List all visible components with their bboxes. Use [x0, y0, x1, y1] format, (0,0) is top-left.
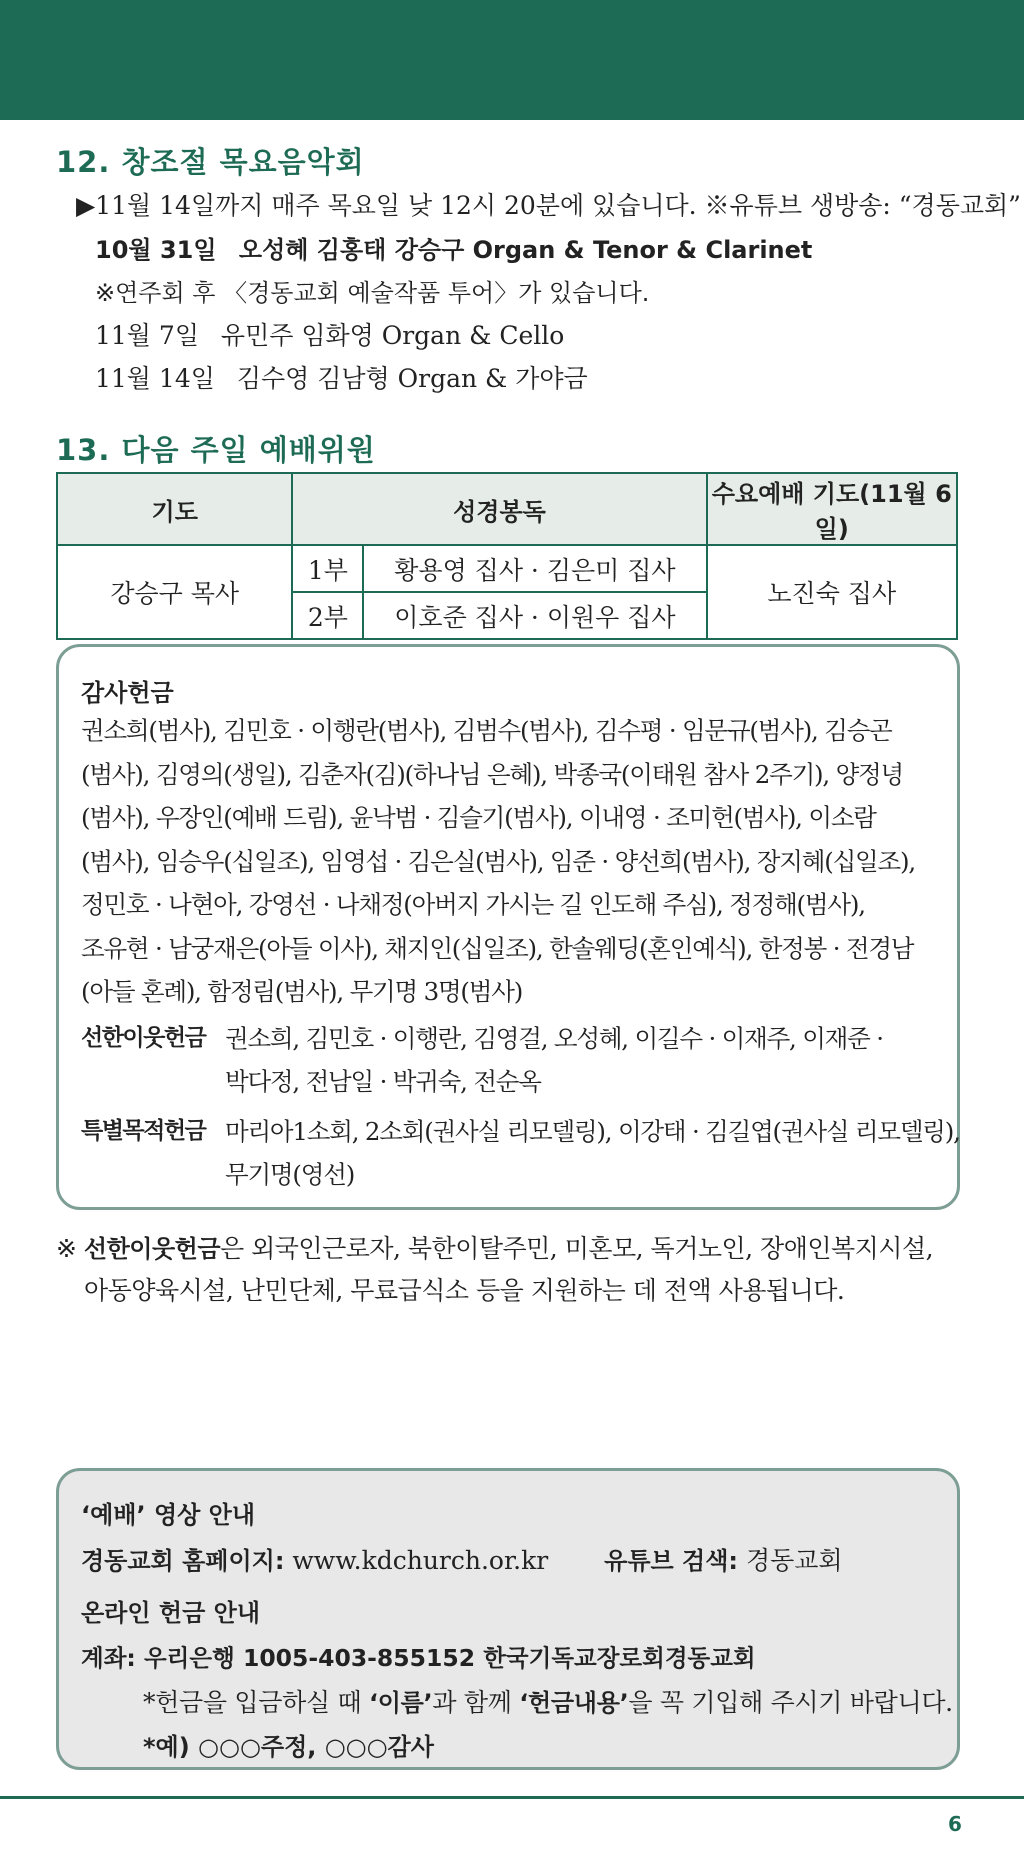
offering-line: (아들 혼례), 함정림(범사), 무기명 3명(범사): [81, 977, 523, 1006]
offering-instruction: [143, 1683, 953, 1719]
info-box: [56, 1468, 960, 1770]
instruction-text: 과 함께: [432, 1688, 520, 1717]
page-number: 6: [948, 1812, 962, 1836]
note-line-2: 아동양육시설, 난민단체, 무료급식소 등을 지원하는 데 전액 사용됩니다.: [84, 1276, 845, 1305]
instruction-text: *헌금을 입금하실 때: [143, 1688, 369, 1717]
concert-date: 11월 7일: [95, 321, 199, 350]
concert-performers: 오성혜 김홍태 강승구 Organ & Tenor & Clarinet: [238, 236, 813, 264]
wednesday-prayer-leader: 노진숙 집사: [707, 545, 958, 639]
service-part: 1부: [292, 545, 363, 592]
online-offering-title: 온라인 헌금 안내: [81, 1599, 260, 1627]
service-part: 2부: [292, 592, 363, 639]
offering-line: 정민호 · 나현아, 강영선 · 나채정(아버지 가시는 길 인도해 주심), 정정해(범사),: [81, 890, 865, 919]
scripture-readers: 황용영 집사 · 김은미 집사: [363, 545, 706, 592]
concert-date: 10월 31일: [95, 236, 217, 264]
note-text: 은 외국인근로자, 북한이탈주민, 미혼모, 독거노인, 장애인복지시설,: [220, 1234, 934, 1263]
table-row: [57, 545, 957, 592]
offering-example: *예) ○○○주정, ○○○감사: [143, 1733, 434, 1761]
youtube-search-term: 경동교회: [745, 1546, 843, 1575]
scripture-readers: 이호준 집사 · 이원우 집사: [363, 592, 706, 639]
section-13-title: 13. 다음 주일 예배위원: [56, 433, 376, 467]
note-mark: ※: [56, 1234, 77, 1263]
table-header-row: [57, 473, 957, 545]
offering-line: 무기명(영선): [225, 1160, 355, 1189]
concert-row-3: [95, 359, 602, 395]
offering-line: 조유현 · 남궁재은(아들 이사), 채지인(십일조), 한솔웨딩(혼인예식), 한정봉 · 전경남: [81, 933, 914, 963]
homepage-label: 경동교회 홈페이지:: [81, 1547, 285, 1575]
offering-line: 마리아1소회, 2소회(권사실 리모델링), 이강태 · 김길엽(권사실 리모델링),: [225, 1117, 960, 1146]
concert-performers: 김수영 김남형 Organ & 가야금: [236, 364, 588, 393]
concert-performers: 유민주 임화영 Organ & Cello: [220, 321, 565, 350]
neighbor-offering-note: [56, 1228, 933, 1312]
neighbor-offering-list: [225, 1017, 965, 1103]
account-info: 계좌: 우리은행 1005-403-855152 한국기독교장로회경동교회: [81, 1644, 756, 1672]
prayer-leader: 강승구 목사: [57, 545, 292, 639]
special-offering-list: [225, 1110, 965, 1196]
header-wednesday: 수요예배 기도(11월 6일): [707, 473, 958, 545]
concert-intro: ▶11월 14일까지 매주 목요일 낮 12시 20분에 있습니다. ※유튜브 생방송: “경동교회”: [76, 191, 1021, 220]
offering-line: 박다정, 전남일 · 박귀숙, 전순옥: [225, 1067, 541, 1096]
homepage-link[interactable]: www.kdchurch.or.kr: [292, 1546, 549, 1575]
offering-line: (범사), 김영의(생일), 김춘자(김)(하나님 은혜), 박종국(이태원 참사 2주기), 양정녕: [81, 759, 903, 789]
instruction-usage-highlight: ‘헌금내용’: [519, 1689, 629, 1717]
worship-committee-table: [56, 472, 958, 640]
thanks-offering-list: [81, 709, 943, 1014]
tour-note: ※연주회 후 〈경동교회 예술작품 투어〉가 있습니다.: [95, 279, 650, 307]
offering-line: (범사), 임승우(십일조), 임영섭 · 김은실(범사), 임준 · 양선희(범사), 장지혜(십일조),: [81, 846, 915, 876]
concert-row-2: [95, 316, 578, 352]
header-scripture: 성경봉독: [292, 473, 706, 545]
video-guide-title: ‘예배’ 영상 안내: [81, 1501, 256, 1529]
offering-line: 권소희(범사), 김민호 · 이행란(범사), 김범수(범사), 김수평 · 임문규(범사), 김승곤: [81, 716, 892, 745]
header-prayer: 기도: [57, 473, 292, 545]
homepage-row: [81, 1541, 843, 1577]
note-term: 선한이웃헌금: [83, 1235, 221, 1263]
special-offering-label: 특별목적헌금: [81, 1118, 206, 1144]
header-band: [0, 0, 1024, 120]
instruction-name-highlight: ‘이름’: [368, 1689, 433, 1717]
offering-line: 권소희, 김민호 · 이행란, 김영걸, 오성혜, 이길수 · 이재주, 이재준 ·: [225, 1024, 883, 1053]
thanks-offering-title: 감사헌금: [81, 679, 174, 707]
instruction-text: 을 꼭 기입해 주시기 바랍니다.: [628, 1688, 953, 1717]
concert-date: 11월 14일: [95, 364, 215, 393]
note-line-1: [56, 1228, 933, 1270]
neighbor-offering-label: 선한이웃헌금: [81, 1025, 206, 1051]
youtube-label: 유튜브 검색:: [604, 1547, 739, 1575]
concert-row-1: [95, 230, 826, 265]
footer-rule: [0, 1796, 1024, 1799]
offerings-box: [56, 644, 960, 1210]
offering-line: (범사), 우장인(예배 드림), 윤낙범 · 김슬기(범사), 이내영 · 조미헌(범사), 이소람: [81, 803, 876, 832]
section-12-title: 12. 창조절 목요음악회: [56, 145, 365, 179]
